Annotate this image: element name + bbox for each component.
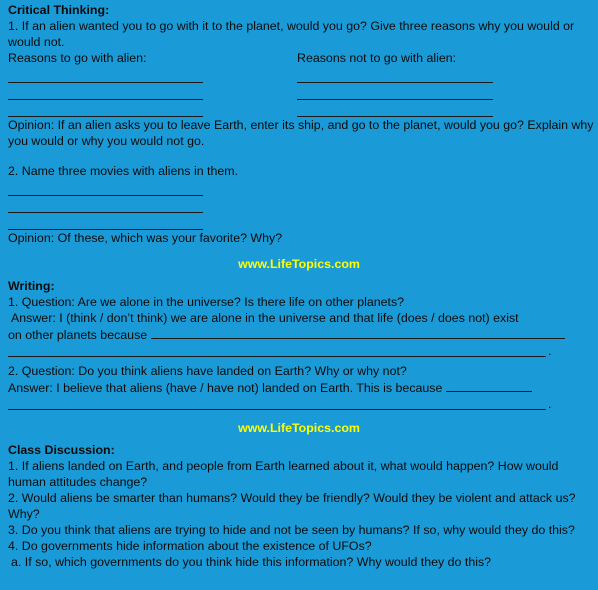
discussion-item: 4. Do governments hide information about the existence of UFOs? <box>8 539 372 553</box>
website-link[interactable]: www.LifeTopics.com <box>238 257 360 271</box>
answer-blank-line[interactable] <box>297 101 493 117</box>
writing-answer-1a: Answer: I (think / don’t think) we are alone in the universe and that life (does / does not) exist <box>11 311 519 325</box>
class-discussion-title: Class Discussion: <box>8 443 115 457</box>
ct-question-1: 1. If an alien wanted you to go with it to the planet, would you go? Give three reasons why you would or would not. <box>8 19 575 49</box>
answer-blank-inline[interactable] <box>151 326 565 339</box>
website-link[interactable]: www.LifeTopics.com <box>238 421 360 435</box>
answer-blank-line[interactable] <box>8 101 203 117</box>
ct-opinion-1: Opinion: If an alien asks you to leave Earth, enter its ship, and go to the planet, would you go? Explain why you would or why you would not go. <box>8 118 594 148</box>
answer-blank-full-line[interactable] <box>8 343 552 358</box>
discussion-item: 2. Would aliens be smarter than humans? Would they be friendly? Would they be violent and attack us? Why? <box>8 491 576 521</box>
period-mark: . <box>548 397 552 411</box>
writing-answer-2-row <box>8 379 598 396</box>
discussion-item: 3. Do you think that aliens are trying to hide and not be seen by humans? If so, why would they do this? <box>8 523 575 537</box>
answer-blank-line[interactable] <box>297 84 493 100</box>
class-discussion-section <box>8 442 598 570</box>
writing-title: Writing: <box>8 279 55 293</box>
ct-opinion-2: Opinion: Of these, which was your favorite? Why? <box>8 231 283 245</box>
discussion-item: a. If so, which governments do you think hide this information? Why would they do this? <box>11 555 492 569</box>
critical-thinking-title: Critical Thinking: <box>8 3 110 17</box>
writing-section <box>8 278 598 410</box>
discussion-item: 1. If aliens landed on Earth, and people from Earth learned about it, what would happen? How would human attitudes change? <box>8 459 559 489</box>
writing-answer-2: Answer: I believe that aliens (have / have not) landed on Earth. This is because <box>8 381 443 395</box>
reasons-columns <box>8 50 598 117</box>
reasons-go-column <box>8 50 297 117</box>
answer-blank-line[interactable] <box>8 214 203 230</box>
reasons-not-label: Reasons not to go with alien: <box>297 51 457 65</box>
reasons-not-column <box>297 50 517 117</box>
reasons-go-label: Reasons to go with alien: <box>8 51 147 65</box>
answer-blank-line[interactable] <box>297 67 493 83</box>
period-mark: . <box>548 344 552 358</box>
writing-question-2: 2. Question: Do you think aliens have landed on Earth? Why or why not? <box>8 364 407 378</box>
answer-blank-line[interactable] <box>8 67 203 83</box>
writing-answer-1b-row <box>8 326 598 343</box>
critical-thinking-section <box>8 2 598 246</box>
answer-blank-line[interactable] <box>8 197 203 213</box>
writing-answer-1b: on other planets because <box>8 328 148 342</box>
writing-question-1: 1. Question: Are we alone in the universe? Is there life on other planets? <box>8 295 405 309</box>
answer-blank-inline[interactable] <box>446 379 532 392</box>
answer-blank-line[interactable] <box>8 84 203 100</box>
ct-question-2: 2. Name three movies with aliens in them. <box>8 164 239 178</box>
answer-blank-line[interactable] <box>8 180 203 196</box>
answer-blank-full-line[interactable] <box>8 396 552 411</box>
